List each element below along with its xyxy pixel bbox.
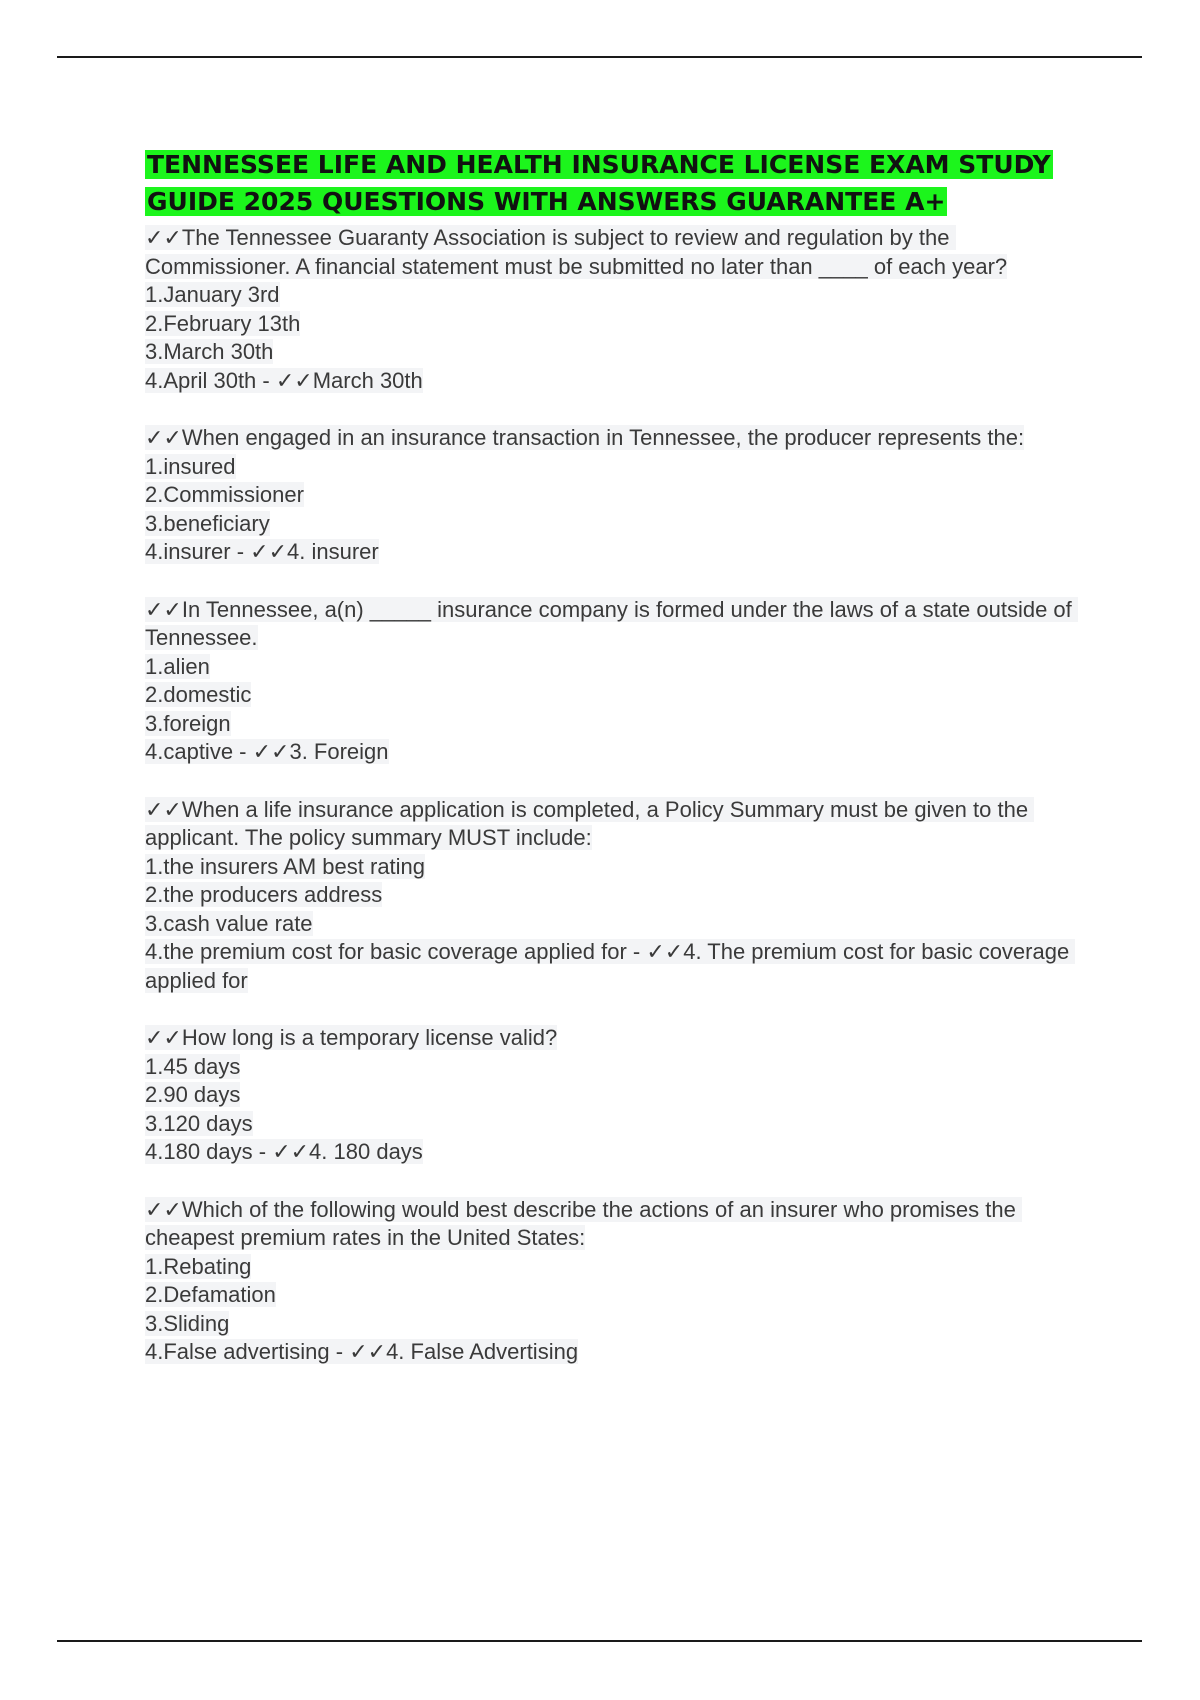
option: 2.February 13th — [145, 310, 301, 336]
option: 3.120 days — [145, 1110, 253, 1136]
document-body — [145, 146, 1095, 1396]
question-text: ✓✓When a life insurance application is completed, a Policy Summary must be given to the applicant. The policy summary MUST include: — [145, 796, 1035, 850]
option: 2.Defamation — [145, 1282, 276, 1307]
final-option-with-answer: 4.False advertising - ✓✓4. False Advertising — [145, 1339, 579, 1364]
final-option-with-answer: 4.180 days - ✓✓4. 180 days — [145, 1139, 423, 1164]
document-title — [145, 146, 1095, 220]
option: 2.the producers address — [145, 882, 383, 907]
question-block-3 — [145, 596, 1095, 767]
question-text: ✓✓How long is a temporary license valid? — [145, 1025, 558, 1050]
option: 3.March 30th — [145, 339, 274, 364]
option: 1.insured — [145, 453, 236, 479]
option: 3.beneficiary — [145, 510, 270, 536]
question-text: ✓✓In Tennessee, a(n) _____ insurance company is formed under the laws of a state outside of Tennessee. — [145, 596, 1078, 650]
question-text: ✓✓Which of the following would best describe the actions of an insurer who promises the cheapest premium rates in the United States: — [145, 1196, 1022, 1250]
title-highlight: TENNESSEE LIFE AND HEALTH INSURANCE LICENSE EXAM STUDY GUIDE 2025 QUESTIONS WITH ANSWERS GUARANTEE A+ — [147, 150, 1051, 216]
final-option-with-answer: 4.the premium cost for basic coverage applied for - ✓✓4. The premium cost for basic coverage applied for — [145, 939, 1076, 993]
option: 1.the insurers AM best rating — [145, 853, 426, 879]
bottom-rule — [57, 1640, 1142, 1642]
question-block-4 — [145, 796, 1095, 996]
option: 1.Rebating — [145, 1253, 252, 1279]
final-option-with-answer: 4.insurer - ✓✓4. insurer — [145, 539, 379, 564]
question-block-2 — [145, 424, 1095, 567]
top-rule — [57, 56, 1142, 58]
option: 2.Commissioner — [145, 482, 304, 507]
option: 1.January 3rd — [145, 282, 280, 307]
question-text: ✓✓When engaged in an insurance transaction in Tennessee, the producer represents the: — [145, 425, 1025, 450]
question-block-6 — [145, 1196, 1095, 1367]
final-option-with-answer: 4.captive - ✓✓3. Foreign — [145, 739, 389, 764]
option: 3.cash value rate — [145, 910, 313, 936]
question-block-1 — [145, 224, 1095, 395]
final-option-with-answer: 4.April 30th - ✓✓March 30th — [145, 367, 423, 393]
option: 1.alien — [145, 653, 210, 679]
question-text: ✓✓The Tennessee Guaranty Association is subject to review and regulation by the Commissioner. A financial statement must be submitted no later than ____ of each year? — [145, 225, 1008, 279]
question-block-5 — [145, 1024, 1095, 1167]
option: 2.domestic — [145, 682, 252, 707]
option: 1.45 days — [145, 1053, 241, 1079]
option: 2.90 days — [145, 1082, 241, 1107]
option: 3.foreign — [145, 710, 231, 736]
option: 3.Sliding — [145, 1310, 230, 1336]
